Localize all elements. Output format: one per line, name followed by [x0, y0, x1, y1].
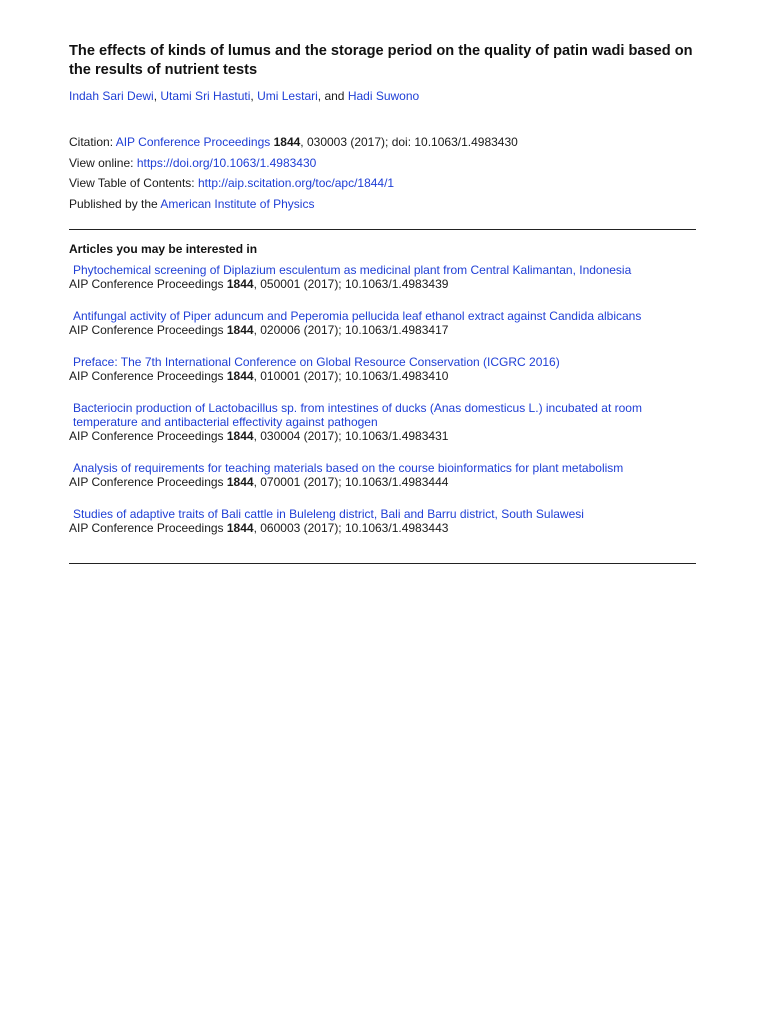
related-article-details: , 070001 (2017); 10.1063/1.4983444 [253, 475, 449, 489]
author-separator: , and [317, 89, 348, 103]
related-article-title-link[interactable]: Antifungal activity of Piper aduncum and Peperomia pellucida leaf ethanol extract against Candida albicans [73, 309, 642, 323]
author-list [69, 88, 696, 104]
related-article-volume: 1844 [226, 521, 254, 535]
related-article [69, 309, 696, 337]
doi-link[interactable]: https://doi.org/10.1063/1.4983430 [136, 155, 317, 170]
related-article-journal: AIP Conference Proceedings [69, 277, 227, 291]
related-article-journal: AIP Conference Proceedings [69, 369, 227, 383]
related-articles-list [69, 263, 696, 535]
related-article-details: , 020006 (2017); 10.1063/1.4983417 [253, 323, 449, 337]
related-article-citation [69, 369, 696, 383]
related-article-volume: 1844 [226, 475, 254, 489]
related-article-details: , 010001 (2017); 10.1063/1.4983410 [253, 369, 449, 383]
related-article-title-link[interactable]: Bacteriocin production of Lactobacillus sp. from intestines of ducks (Anas domesticus L.) incubated at room temperature and antibacterial effectivity against pathogen [73, 401, 642, 429]
published-by-line [69, 196, 696, 217]
citation-volume: 1844 [273, 135, 301, 149]
related-article-volume: 1844 [226, 277, 254, 291]
citation-line [69, 134, 696, 155]
related-article-journal: AIP Conference Proceedings [69, 521, 227, 535]
publisher-link[interactable]: American Institute of Physics [160, 196, 315, 211]
author-separator: , [153, 89, 161, 103]
related-article-citation [69, 277, 696, 291]
related-article-title-link[interactable]: Phytochemical screening of Diplazium esculentum as medicinal plant from Central Kalimantan, Indonesia [73, 263, 632, 277]
published-by-label: Published by the [69, 196, 161, 211]
top-divider [69, 229, 696, 230]
journal-link[interactable]: AIP Conference Proceedings [115, 135, 271, 149]
related-articles-heading: Articles you may be interested in [69, 242, 258, 256]
toc-link[interactable]: http://aip.scitation.org/toc/apc/1844/1 [197, 176, 395, 190]
related-article [69, 461, 696, 489]
view-toc-label: View Table of Contents: [69, 176, 198, 190]
related-article-journal: AIP Conference Proceedings [69, 323, 227, 337]
author-separator: , [250, 89, 258, 103]
author-link-2[interactable]: Utami Sri Hastuti [160, 89, 251, 103]
related-article [69, 263, 696, 291]
view-online-label: View online: [69, 155, 137, 170]
bottom-divider [69, 563, 696, 564]
related-article-citation [69, 323, 696, 337]
related-article-volume: 1844 [226, 369, 254, 383]
citation-label: Citation: [69, 135, 116, 149]
paper-title: The effects of kinds of lumus and the storage period on the quality of patin wadi based on the results of nutrient tests [69, 43, 693, 78]
related-article-title-link[interactable]: Studies of adaptive traits of Bali cattle in Buleleng district, Bali and Barru district, South Sulawesi [73, 507, 584, 521]
citation-details: , 030003 (2017); doi: 10.1063/1.4983430 [300, 135, 518, 149]
related-article-details: , 060003 (2017); 10.1063/1.4983443 [253, 521, 449, 535]
related-article-journal: AIP Conference Proceedings [69, 475, 227, 489]
related-article-title-link[interactable]: Preface: The 7th International Conference on Global Resource Conservation (ICGRC 2016) [73, 355, 560, 369]
author-link-3[interactable]: Umi Lestari [257, 89, 318, 103]
related-article-citation [69, 521, 696, 535]
author-link-1[interactable]: Indah Sari Dewi [69, 89, 154, 103]
related-article [69, 507, 696, 535]
related-article-volume: 1844 [226, 323, 254, 337]
related-article-journal: AIP Conference Proceedings [69, 429, 227, 443]
author-link-4[interactable]: Hadi Suwono [347, 89, 420, 103]
cover-content [69, 42, 696, 564]
view-toc-line [69, 175, 696, 196]
related-article-volume: 1844 [226, 429, 254, 443]
related-article-citation [69, 475, 696, 489]
related-article-details: , 050001 (2017); 10.1063/1.4983439 [253, 277, 449, 291]
related-article-title-link[interactable]: Analysis of requirements for teaching materials based on the course bioinformatics for plant metabolism [73, 461, 624, 475]
related-article [69, 401, 696, 443]
view-online-line [69, 155, 696, 176]
related-article-citation [69, 429, 696, 443]
related-article-details: , 030004 (2017); 10.1063/1.4983431 [253, 429, 449, 443]
publication-meta [69, 134, 696, 216]
related-article [69, 355, 696, 383]
